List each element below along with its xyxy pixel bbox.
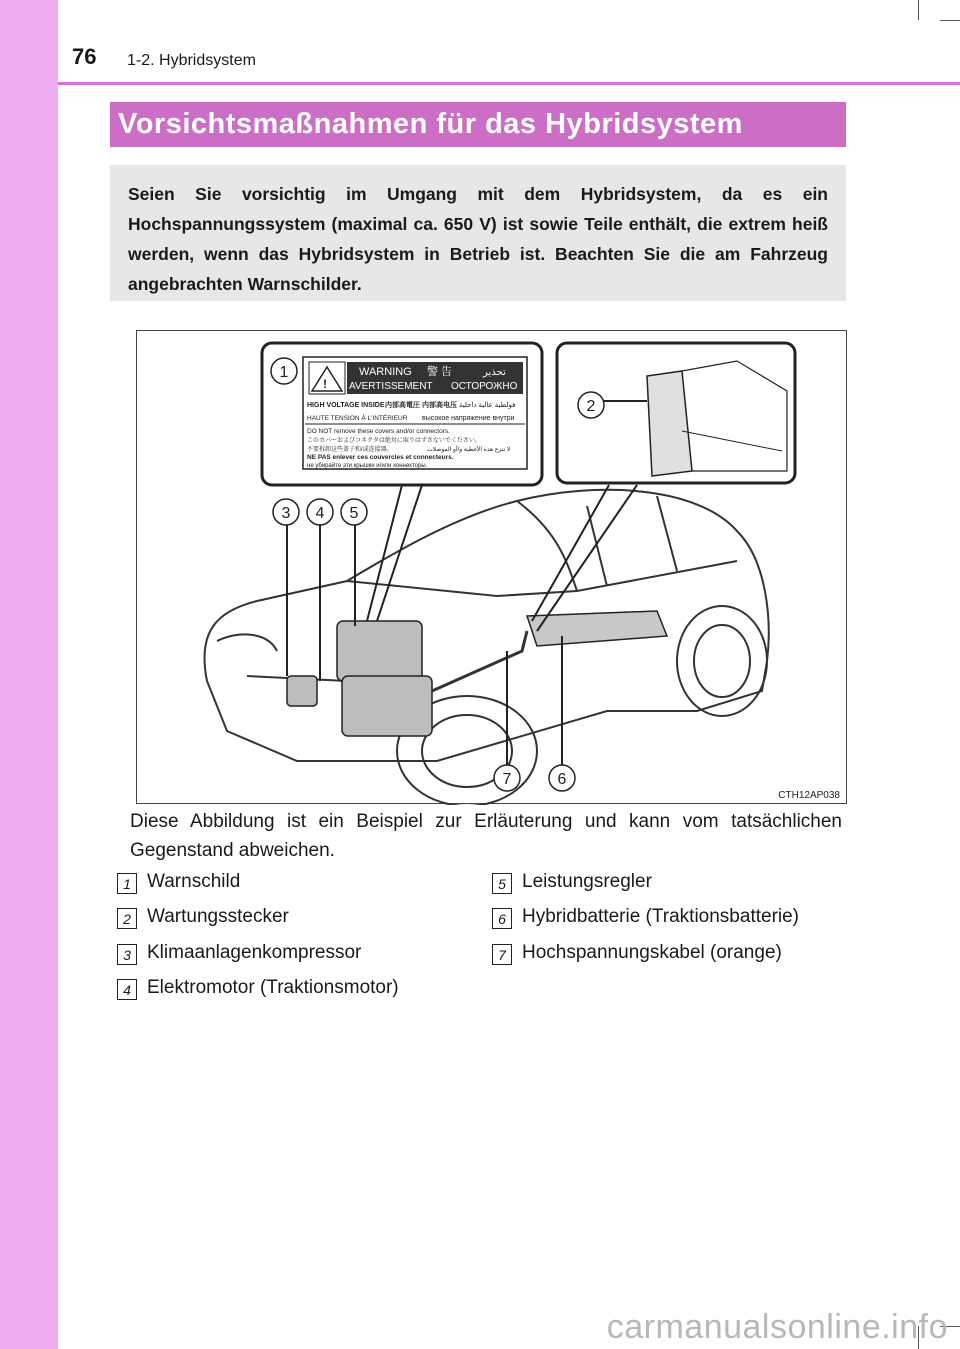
callout-1-num: 1 <box>279 364 289 381</box>
label-line-jp: このカバーおよびコネクタは絶対に取りはずさないでください。 <box>307 438 481 444</box>
label-haute-tension: HAUTE TENSION À L'INTÉRIEUR <box>307 415 408 422</box>
legend-badge: 7 <box>492 944 512 965</box>
label-line-ru: не убирайте эти крышки и/или коннекторы. <box>307 463 428 469</box>
label-line-en: DO NOT remove these covers and/or connectors. <box>307 428 450 435</box>
callout-4-num: 4 <box>315 505 325 522</box>
label-line-ar: لا تنزع هذه الأغطية و/أو الموصلات <box>427 447 511 453</box>
callout-5-num: 5 <box>349 505 359 522</box>
callout-box-warning-label <box>262 343 542 485</box>
running-header: 1-2. Hybridsystem <box>127 52 256 69</box>
label-line-cn: 不要拆卸这些盖子和/或连接器。 <box>307 447 393 453</box>
label-hv-jp: 内部高電圧 <box>385 402 420 409</box>
legend-label: Warnschild <box>147 871 241 892</box>
figure-caption: Diese Abbildung ist ein Beispiel zur Erläuterung und kann vom tatsächlichen Gegenstand abweichen. <box>130 811 842 861</box>
hv-cable <box>432 631 527 691</box>
legend-label: Hochspannungskabel (orange) <box>522 942 782 963</box>
legend-badge: 4 <box>117 979 137 1000</box>
label-warning: WARNING <box>359 366 412 378</box>
legend-label: Wartungsstecker <box>147 906 289 927</box>
svg-text:!: ! <box>323 377 327 391</box>
legend-badge: 5 <box>492 873 512 894</box>
legend-badge: 3 <box>117 944 137 965</box>
section-title: Vorsichtsmaßnahmen für das Hybridsystem <box>110 102 846 147</box>
watermark: carmanualsonline.info <box>606 1308 948 1346</box>
label-line-fr: NE PAS enlever ces couvercles et connecteurs. <box>307 454 454 461</box>
legend-badge: 1 <box>117 873 137 894</box>
label-hv-ru: высокое напряжение внутри <box>422 415 515 422</box>
page-number: 76 <box>72 44 97 69</box>
crop-mark <box>940 20 960 21</box>
callout-3-num: 3 <box>281 505 291 522</box>
legend-badge: 2 <box>117 908 137 929</box>
header-rule <box>58 82 960 85</box>
illustration-drawing <box>137 331 848 805</box>
crop-mark <box>918 0 919 20</box>
label-hv-ar: فولطية عالية داخلية <box>459 402 516 409</box>
figure-code: CTH12AP038 <box>778 790 840 801</box>
label-kanji: 警 告 <box>427 366 453 378</box>
hybrid-system-illustration <box>136 330 847 804</box>
legend-badge: 6 <box>492 908 512 929</box>
callout-7-num: 7 <box>502 771 512 788</box>
intro-box: Seien Sie vorsichtig im Umgang mit dem Hybridsystem, da es ein Hochspannungssystem (maximal ca. 650 V) ist sowie Teile enthält, die extrem heiß werden, wenn das Hybridsystem in Betrieb ist. Beachten Sie die am Fahrzeug angebrachten Warnschilder. <box>110 165 846 301</box>
label-arabic-title: تحذير <box>483 367 506 378</box>
legend-label: Elektromotor (Traktionsmotor) <box>147 977 399 998</box>
car-outline <box>204 490 768 805</box>
callout-6-num: 6 <box>557 771 567 788</box>
label-high-voltage: HIGH VOLTAGE INSIDE <box>307 402 385 409</box>
label-russian-title: ОСТОРОЖНО <box>451 381 518 392</box>
motor-block <box>287 621 432 736</box>
label-avertissement: AVERTISSEMENT <box>349 381 433 392</box>
chapter-side-band <box>0 0 58 1349</box>
callout-2-num: 2 <box>586 398 596 415</box>
legend-label: Leistungsregler <box>522 871 652 892</box>
legend-label: Klimaanlagenkompressor <box>147 942 362 963</box>
label-hv-cn: 内部高电压 <box>422 402 457 409</box>
legend-label: Hybridbatterie (Traktionsbatterie) <box>522 906 800 927</box>
